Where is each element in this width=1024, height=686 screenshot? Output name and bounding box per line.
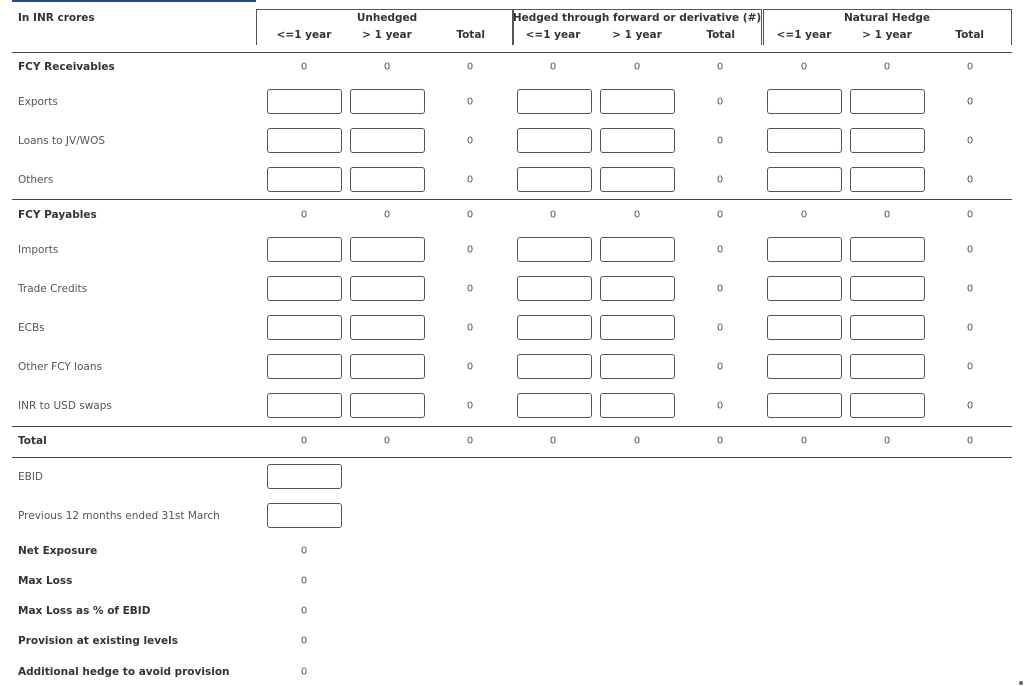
amount-input[interactable]	[600, 89, 675, 114]
section-tab-underline	[12, 0, 256, 2]
cell-value: 0	[549, 61, 557, 73]
row-total-value: 0	[966, 322, 974, 334]
row-total-value: 0	[716, 361, 724, 373]
row-total-value: 0	[466, 244, 474, 256]
cell-value: 0	[549, 209, 557, 221]
footer-value: 0	[300, 666, 308, 678]
amount-input[interactable]	[267, 167, 342, 192]
footer-input[interactable]	[267, 464, 342, 489]
amount-input[interactable]	[850, 237, 925, 262]
footer-value: 0	[300, 575, 308, 587]
cell-value: 0	[466, 61, 474, 73]
row-total-value: 0	[466, 283, 474, 295]
row-total-value: 0	[716, 244, 724, 256]
row-divider	[12, 199, 1012, 200]
footer-label: Max Loss	[18, 575, 73, 587]
amount-input[interactable]	[517, 237, 592, 262]
amount-input[interactable]	[850, 393, 925, 418]
amount-input[interactable]	[767, 276, 842, 301]
footer-value: 0	[300, 545, 308, 557]
amount-input[interactable]	[600, 276, 675, 301]
cell-value: 0	[300, 61, 308, 73]
cell-value: 0	[716, 435, 724, 447]
cell-value: 0	[633, 209, 641, 221]
row-total-value: 0	[466, 400, 474, 412]
row-divider	[12, 426, 1012, 427]
amount-input[interactable]	[600, 393, 675, 418]
row-total-value: 0	[716, 135, 724, 147]
cell-value: 0	[549, 435, 557, 447]
cell-value: 0	[883, 435, 891, 447]
amount-input[interactable]	[600, 237, 675, 262]
amount-input[interactable]	[767, 354, 842, 379]
cell-value: 0	[966, 435, 974, 447]
row-label: Others	[18, 174, 54, 186]
cell-value: 0	[466, 435, 474, 447]
amount-input[interactable]	[850, 354, 925, 379]
amount-input[interactable]	[850, 89, 925, 114]
cell-value: 0	[383, 209, 391, 221]
column-header: > 1 year	[862, 29, 912, 41]
row-total-value: 0	[966, 244, 974, 256]
row-label: Trade Credits	[18, 283, 88, 295]
column-header: <=1 year	[276, 29, 332, 41]
group-title: Unhedged	[356, 12, 418, 24]
column-header: > 1 year	[362, 29, 412, 41]
amount-input[interactable]	[767, 167, 842, 192]
cell-value: 0	[300, 209, 308, 221]
amount-input[interactable]	[517, 128, 592, 153]
cell-value: 0	[466, 209, 474, 221]
amount-input[interactable]	[600, 128, 675, 153]
cell-value: 0	[633, 435, 641, 447]
row-divider	[12, 457, 1012, 458]
row-divider	[12, 52, 1012, 53]
row-total-value: 0	[966, 283, 974, 295]
footer-input[interactable]	[267, 503, 342, 528]
amount-input[interactable]	[350, 276, 425, 301]
row-total-value: 0	[716, 322, 724, 334]
amount-input[interactable]	[767, 89, 842, 114]
row-total-value: 0	[716, 174, 724, 186]
footer-label: Additional hedge to avoid provision	[18, 666, 230, 678]
cell-value: 0	[383, 61, 391, 73]
amount-input[interactable]	[267, 354, 342, 379]
row-label: Exports	[18, 96, 58, 108]
row-total-value: 0	[466, 135, 474, 147]
row-label: FCY Payables	[18, 209, 97, 221]
row-total-value: 0	[966, 174, 974, 186]
amount-input[interactable]	[350, 128, 425, 153]
footer-label: Previous 12 months ended 31st March	[18, 510, 220, 522]
cell-value: 0	[883, 61, 891, 73]
amount-input[interactable]	[600, 354, 675, 379]
amount-input[interactable]	[350, 354, 425, 379]
row-total-value: 0	[716, 283, 724, 295]
column-header: Total	[706, 29, 735, 41]
amount-input[interactable]	[600, 167, 675, 192]
row-label: Imports	[18, 244, 59, 256]
amount-input[interactable]	[850, 276, 925, 301]
row-label: Loans to JV/WOS	[18, 135, 105, 147]
amount-input[interactable]	[350, 315, 425, 340]
amount-input[interactable]	[267, 237, 342, 262]
row-label: Total	[18, 435, 47, 447]
column-header: <=1 year	[525, 29, 581, 41]
row-label: Other FCY loans	[18, 361, 102, 373]
cell-value: 0	[800, 209, 808, 221]
cell-value: 0	[300, 435, 308, 447]
amount-input[interactable]	[850, 128, 925, 153]
amount-input[interactable]	[267, 393, 342, 418]
footer-value: 0	[300, 635, 308, 647]
row-total-value: 0	[966, 96, 974, 108]
row-label: FCY Receivables	[18, 61, 115, 73]
group-title: Hedged through forward or derivative (#)	[512, 12, 762, 24]
column-header: > 1 year	[612, 29, 662, 41]
column-header: Total	[456, 29, 485, 41]
row-total-value: 0	[966, 400, 974, 412]
amount-input[interactable]	[517, 354, 592, 379]
footer-label: Max Loss as % of EBID	[18, 605, 151, 617]
unit-label: In INR crores	[18, 12, 95, 24]
amount-input[interactable]	[517, 393, 592, 418]
amount-input[interactable]	[517, 276, 592, 301]
footer-label: Net Exposure	[18, 545, 98, 557]
amount-input[interactable]	[517, 167, 592, 192]
amount-input[interactable]	[267, 89, 342, 114]
cell-value: 0	[633, 61, 641, 73]
amount-input[interactable]	[767, 393, 842, 418]
cell-value: 0	[800, 61, 808, 73]
amount-input[interactable]	[267, 128, 342, 153]
resize-handle-icon[interactable]	[1019, 681, 1023, 685]
amount-input[interactable]	[767, 315, 842, 340]
row-total-value: 0	[466, 322, 474, 334]
row-label: INR to USD swaps	[18, 400, 112, 412]
cell-value: 0	[800, 435, 808, 447]
amount-input[interactable]	[517, 89, 592, 114]
amount-input[interactable]	[767, 237, 842, 262]
cell-value: 0	[716, 209, 724, 221]
amount-input[interactable]	[850, 315, 925, 340]
cell-value: 0	[883, 209, 891, 221]
row-total-value: 0	[716, 400, 724, 412]
amount-input[interactable]	[267, 315, 342, 340]
cell-value: 0	[966, 209, 974, 221]
amount-input[interactable]	[350, 89, 425, 114]
column-header: <=1 year	[776, 29, 832, 41]
amount-input[interactable]	[767, 128, 842, 153]
amount-input[interactable]	[350, 393, 425, 418]
row-total-value: 0	[466, 361, 474, 373]
footer-label: EBID	[18, 471, 44, 483]
amount-input[interactable]	[850, 167, 925, 192]
row-total-value: 0	[966, 135, 974, 147]
footer-value: 0	[300, 605, 308, 617]
cell-value: 0	[383, 435, 391, 447]
row-total-value: 0	[716, 96, 724, 108]
amount-input[interactable]	[600, 315, 675, 340]
row-total-value: 0	[466, 174, 474, 186]
amount-input[interactable]	[517, 315, 592, 340]
footer-label: Provision at existing levels	[18, 635, 179, 647]
column-header: Total	[955, 29, 984, 41]
amount-input[interactable]	[350, 167, 425, 192]
cell-value: 0	[716, 61, 724, 73]
group-title: Natural Hedge	[844, 12, 930, 24]
row-label: ECBs	[18, 322, 45, 334]
amount-input[interactable]	[267, 276, 342, 301]
amount-input[interactable]	[350, 237, 425, 262]
row-total-value: 0	[466, 96, 474, 108]
row-total-value: 0	[966, 361, 974, 373]
cell-value: 0	[966, 61, 974, 73]
